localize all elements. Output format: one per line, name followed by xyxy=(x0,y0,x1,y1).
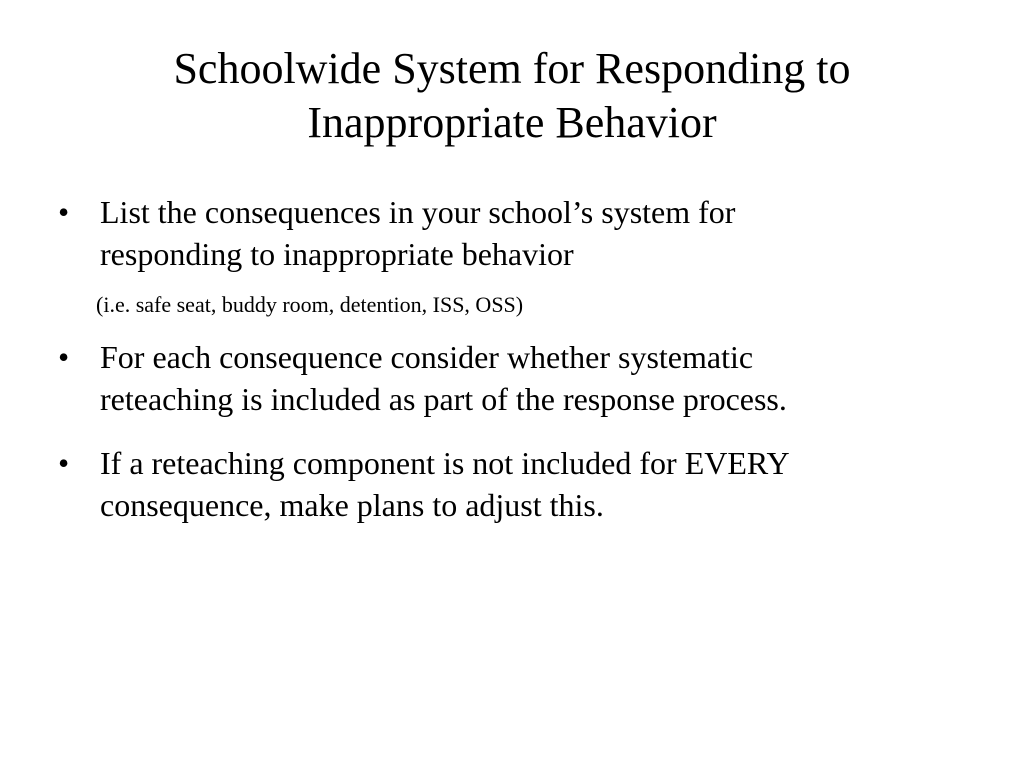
slide-title xyxy=(80,42,944,150)
bullet-text-line: responding to inappropriate behavior xyxy=(100,236,574,272)
bullet-dot-icon: • xyxy=(58,194,70,230)
bullet-text-line: consequence, make plans to adjust this. xyxy=(100,487,604,523)
bullet-text-line: reteaching is included as part of the response process. xyxy=(100,381,787,417)
consequence-examples-note: (i.e. safe seat, buddy room, detention, ISS, OSS) xyxy=(96,292,524,317)
bullet-text-line: If a reteaching component is not included for EVERY xyxy=(100,445,790,481)
bullet-text-line: For each consequence consider whether systematic xyxy=(100,339,754,375)
bullet-text xyxy=(100,191,978,275)
bullet-text xyxy=(100,336,978,420)
slide-title-line1: Schoolwide System for Responding to xyxy=(173,44,851,93)
bullet-text xyxy=(100,442,978,526)
bullet-text-line: List the consequences in your school’s system for xyxy=(100,194,736,230)
slide-title-line2: Inappropriate Behavior xyxy=(307,98,717,147)
bullet-dot-icon: • xyxy=(58,339,70,375)
bullet-dot-icon: • xyxy=(58,445,70,481)
